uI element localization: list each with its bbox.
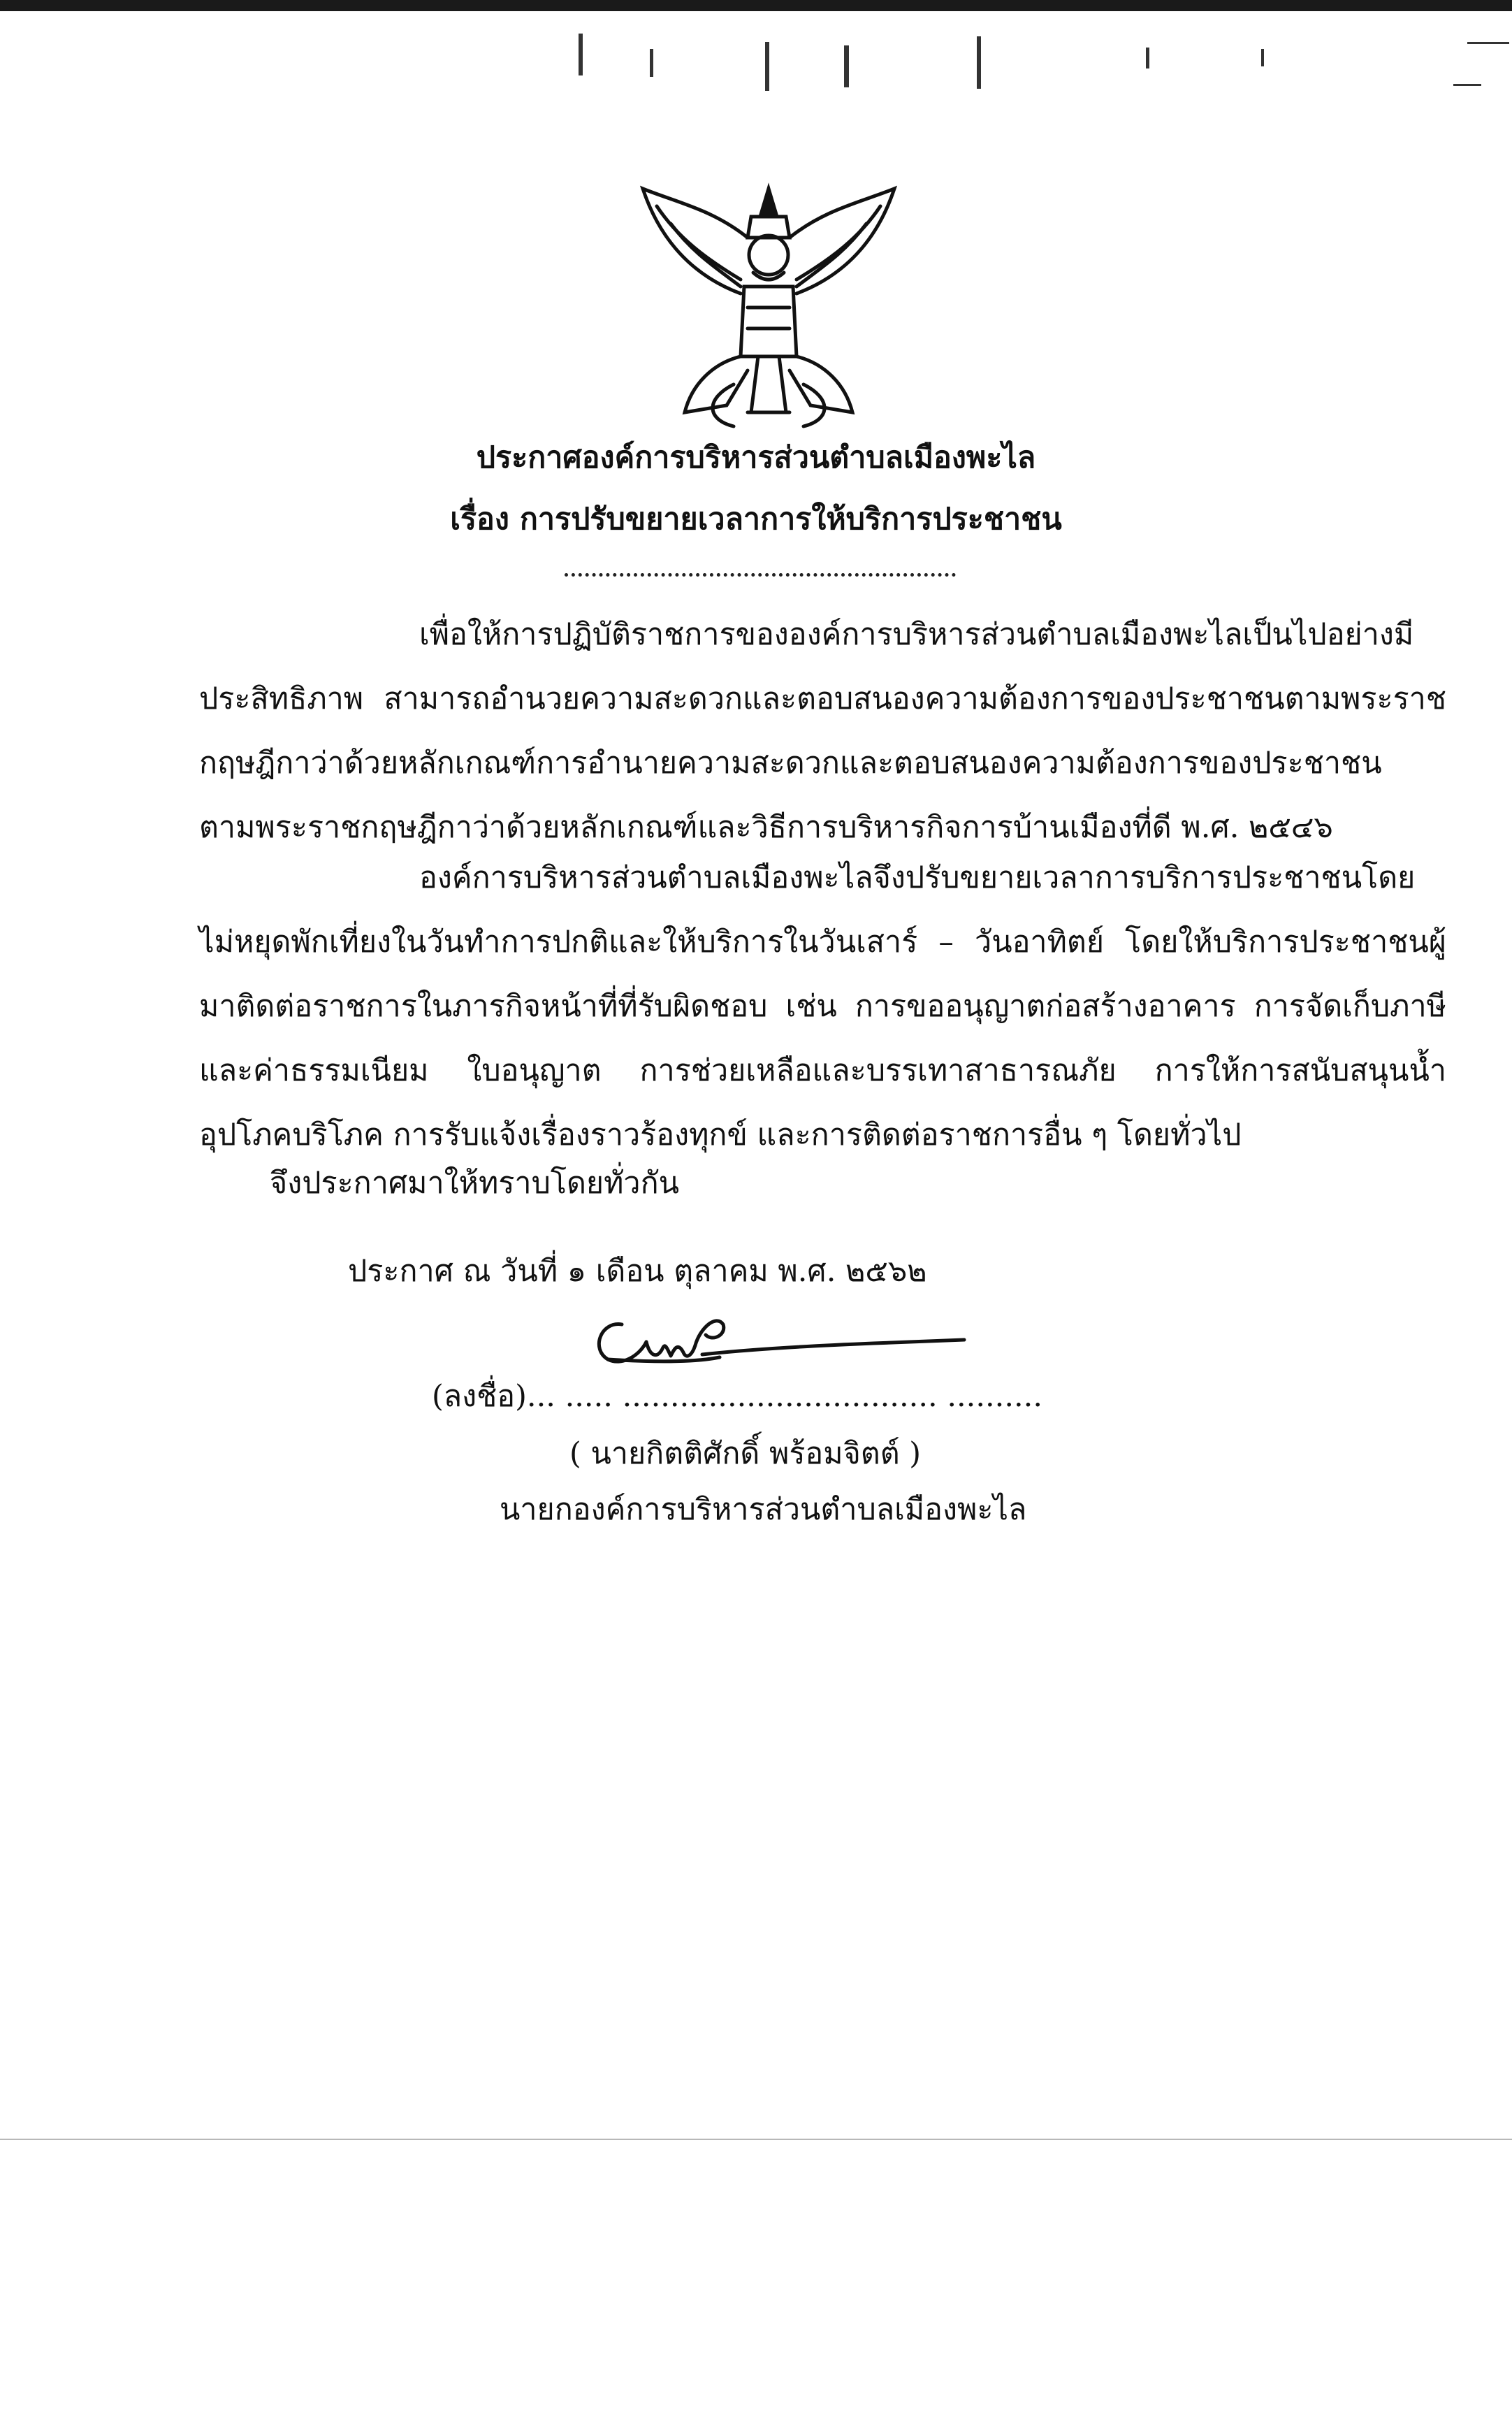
scan-top-edge bbox=[0, 0, 1512, 11]
signature-line: (ลงชื่อ)... ..... ................................. .......... bbox=[432, 1379, 1043, 1414]
signer-position: นายกองค์การบริหารส่วนตำบลเมืองพะไล bbox=[500, 1492, 1027, 1527]
body-paragraph-1: เพื่อให้การปฏิบัติราชการขององค์การบริหารส่วนตำบลเมืองพะไลเป็นไปอย่างมีประสิทธิภาพ สามารถอำนวยความสะดวกและตอบสนองความต้องการของประชาชนตามพระราชกฤษฎีกาว่าด้วยหลักเกณฑ์การอำนายความสะดวกและตอบสนองความต้องการของประชาชนตามพระราชกฤษฎีกาว่าด้วยหลักเกณฑ์และวิธีการบริหารกิจการบ้านเมืองที่ดี พ.ศ. ๒๕๔๖ bbox=[199, 617, 1446, 845]
handwritten-signature bbox=[580, 1300, 971, 1377]
body-paragraph-2: องค์การบริหารส่วนตำบลเมืองพะไลจึงปรับขยายเวลาการบริการประชาชนโดยไม่หยุดพักเที่ยงในวันทำการปกติและให้บริการในวันเสาร์ – วันอาทิตย์ โดยให้บริการประชาชนผู้มาติดต่อราชการในภารกิจหน้าที่ที่รับผิดชอบ เช่น การขออนุญาตก่อสร้างอาคาร การจัดเก็บภาษีและค่าธรรมเนียม ใบอนุญาต การช่วยเหลือและบรรเทาสาธารณภัย การให้การสนับสนุนน้ำอุปโภคบริโภค การรับแจ้งเรื่องราวร้องทุกข์ และการติดต่อราชการอื่น ๆ โดยทั่วไป bbox=[199, 860, 1446, 1152]
garuda-emblem bbox=[629, 175, 908, 433]
closing-statement: จึงประกาศมาให้ทราบโดยทั่วกัน bbox=[270, 1166, 680, 1201]
scan-artifacts bbox=[0, 28, 1512, 126]
scan-bottom-edge bbox=[0, 2139, 1512, 2140]
announcement-subject: เรื่อง การปรับขยายเวลาการให้บริการประชาชน bbox=[450, 502, 1062, 537]
announcement-title: ประกาศองค์การบริหารส่วนตำบลเมืองพะไล bbox=[476, 440, 1036, 475]
dotted-separator bbox=[565, 559, 956, 577]
signer-name: ( นายกิตติศักดิ์ พร้อมจิตต์ ) bbox=[569, 1436, 922, 1471]
announcement-date: ประกาศ ณ วันที่ ๑ เดือน ตุลาคม พ.ศ. ๒๕๖๒ bbox=[348, 1254, 927, 1289]
